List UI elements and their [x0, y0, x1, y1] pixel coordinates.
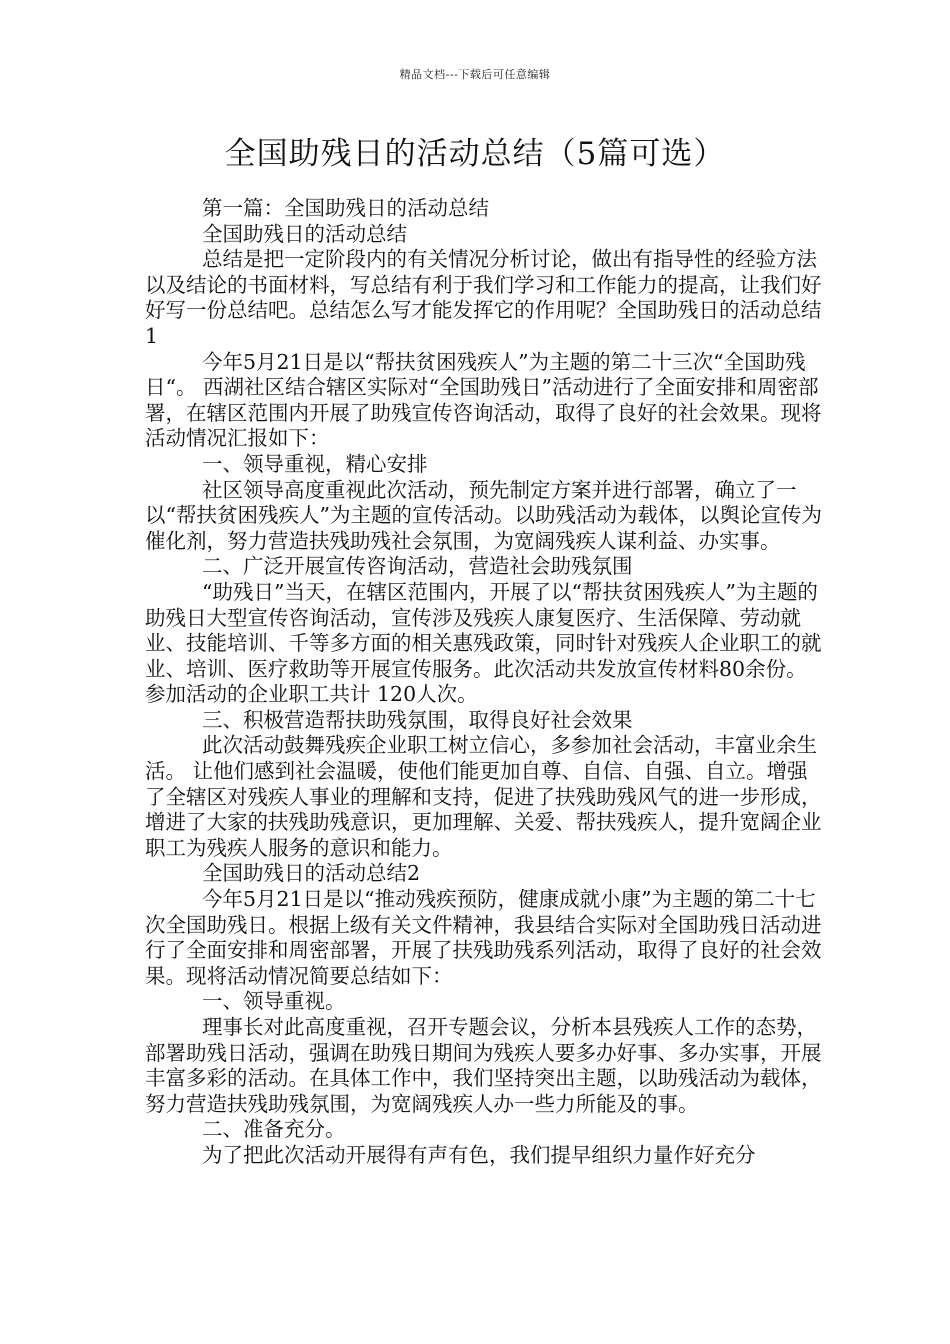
paragraph: 此次活动鼓舞残疾企业职工树立信心，多参加社会活动，丰富业余生活。 让他们感到社会温暖，使他们能更加自尊、自信、自强、自立。增强了全辖区对残疾人事业的理解和支持，促进了扶残助残风气的进一步形成，增进了大家的扶残助残意识，更加理解、关爱、帮扶残疾人，提升宽阔企业职工为残疾人服务的意识和能力。	[145, 733, 822, 860]
paragraph: 理事长对此高度重视，召开专题会议，分析本县残疾人工作的态势，部署助残日活动，强调在助残日期间为残疾人要多办好事、多办实事，开展丰富多彩的活动。在具体工作中，我们坚持突出主题，以助残活动为载体，努力营造扶残助残氛围，为宽阔残疾人办一些力所能及的事。	[145, 1015, 822, 1116]
paragraph: 全国助残日的活动总结2	[202, 861, 421, 886]
paragraph: 今年5月21日是以“推动残疾预防，健康成就小康”为主题的第二十七次全国助残日。根据上级有关文件精神，我县结合实际对全国助残日活动进行了全面安排和周密部署，开展了扶残助残系列活动，取得了良好的社会效果。现将活动情况简要总结如下：	[145, 887, 822, 988]
paragraph: 第一篇：全国助残日的活动总结	[202, 196, 489, 220]
document-body	[145, 196, 825, 1169]
paragraph: 三、积极营造帮扶助残氛围，取得良好社会效果	[202, 707, 633, 732]
paragraph: 今年5月21日是以“帮扶贫困残疾人”为主题的第二十三次“全国助残日“。 西湖社区结合辖区实际对“全国助残日”活动进行了全面安排和周密部署，在辖区范围内开展了助残宣传咨询活动，取得了良好的社会效果。现将活动情况汇报如下：	[145, 349, 822, 451]
paragraph: 二、准备充分。	[202, 1117, 346, 1142]
document-title: 全国助残日的活动总结（5篇可选）	[224, 136, 726, 172]
paragraph: 全国助残日的活动总结	[202, 221, 407, 246]
paragraph: 二、广泛开展宣传咨询活动，营造社会助残氛围	[202, 554, 633, 579]
paragraph: 一、领导重视。	[202, 989, 346, 1014]
paragraph: 一、领导重视，精心安排	[202, 451, 428, 476]
paragraph: “助残日”当天，在辖区范围内，开展了以“帮扶贫困残疾人”为主题的助残日大型宣传咨询活动，宣传涉及残疾人康复医疗、生活保障、劳动就业、技能培训、千等多方面的相关惠残政策，同时针对残疾人企业职工的就业、培训、医疗救助等开展宣传服务。此次活动共发放宣传材料80余份。参加活动的企业职工共计 120人次。	[145, 579, 822, 707]
paragraph: 为了把此次活动开展得有声有色，我们提早组织力量作好充分	[202, 1142, 756, 1167]
paragraph: 总结是把一定阶段内的有关情况分析讨论，做出有指导性的经验方法以及结论的书面材料，写总结有利于我们学习和工作能力的提高，让我们好好写一份总结吧。总结怎么写才能发挥它的作用呢？全国助残日的活动总结1	[145, 247, 822, 348]
paragraph: 社区领导高度重视此次活动，预先制定方案并进行部署，确立了一以“帮扶贫困残疾人”为主题的宣传活动。以助残活动为载体，以舆论宣传为催化剂，努力营造扶残助残社会氛围，为宽阔残疾人谋利益、办实事。	[145, 477, 822, 553]
page-header: 精品文档---下载后可任意编辑	[399, 68, 551, 81]
